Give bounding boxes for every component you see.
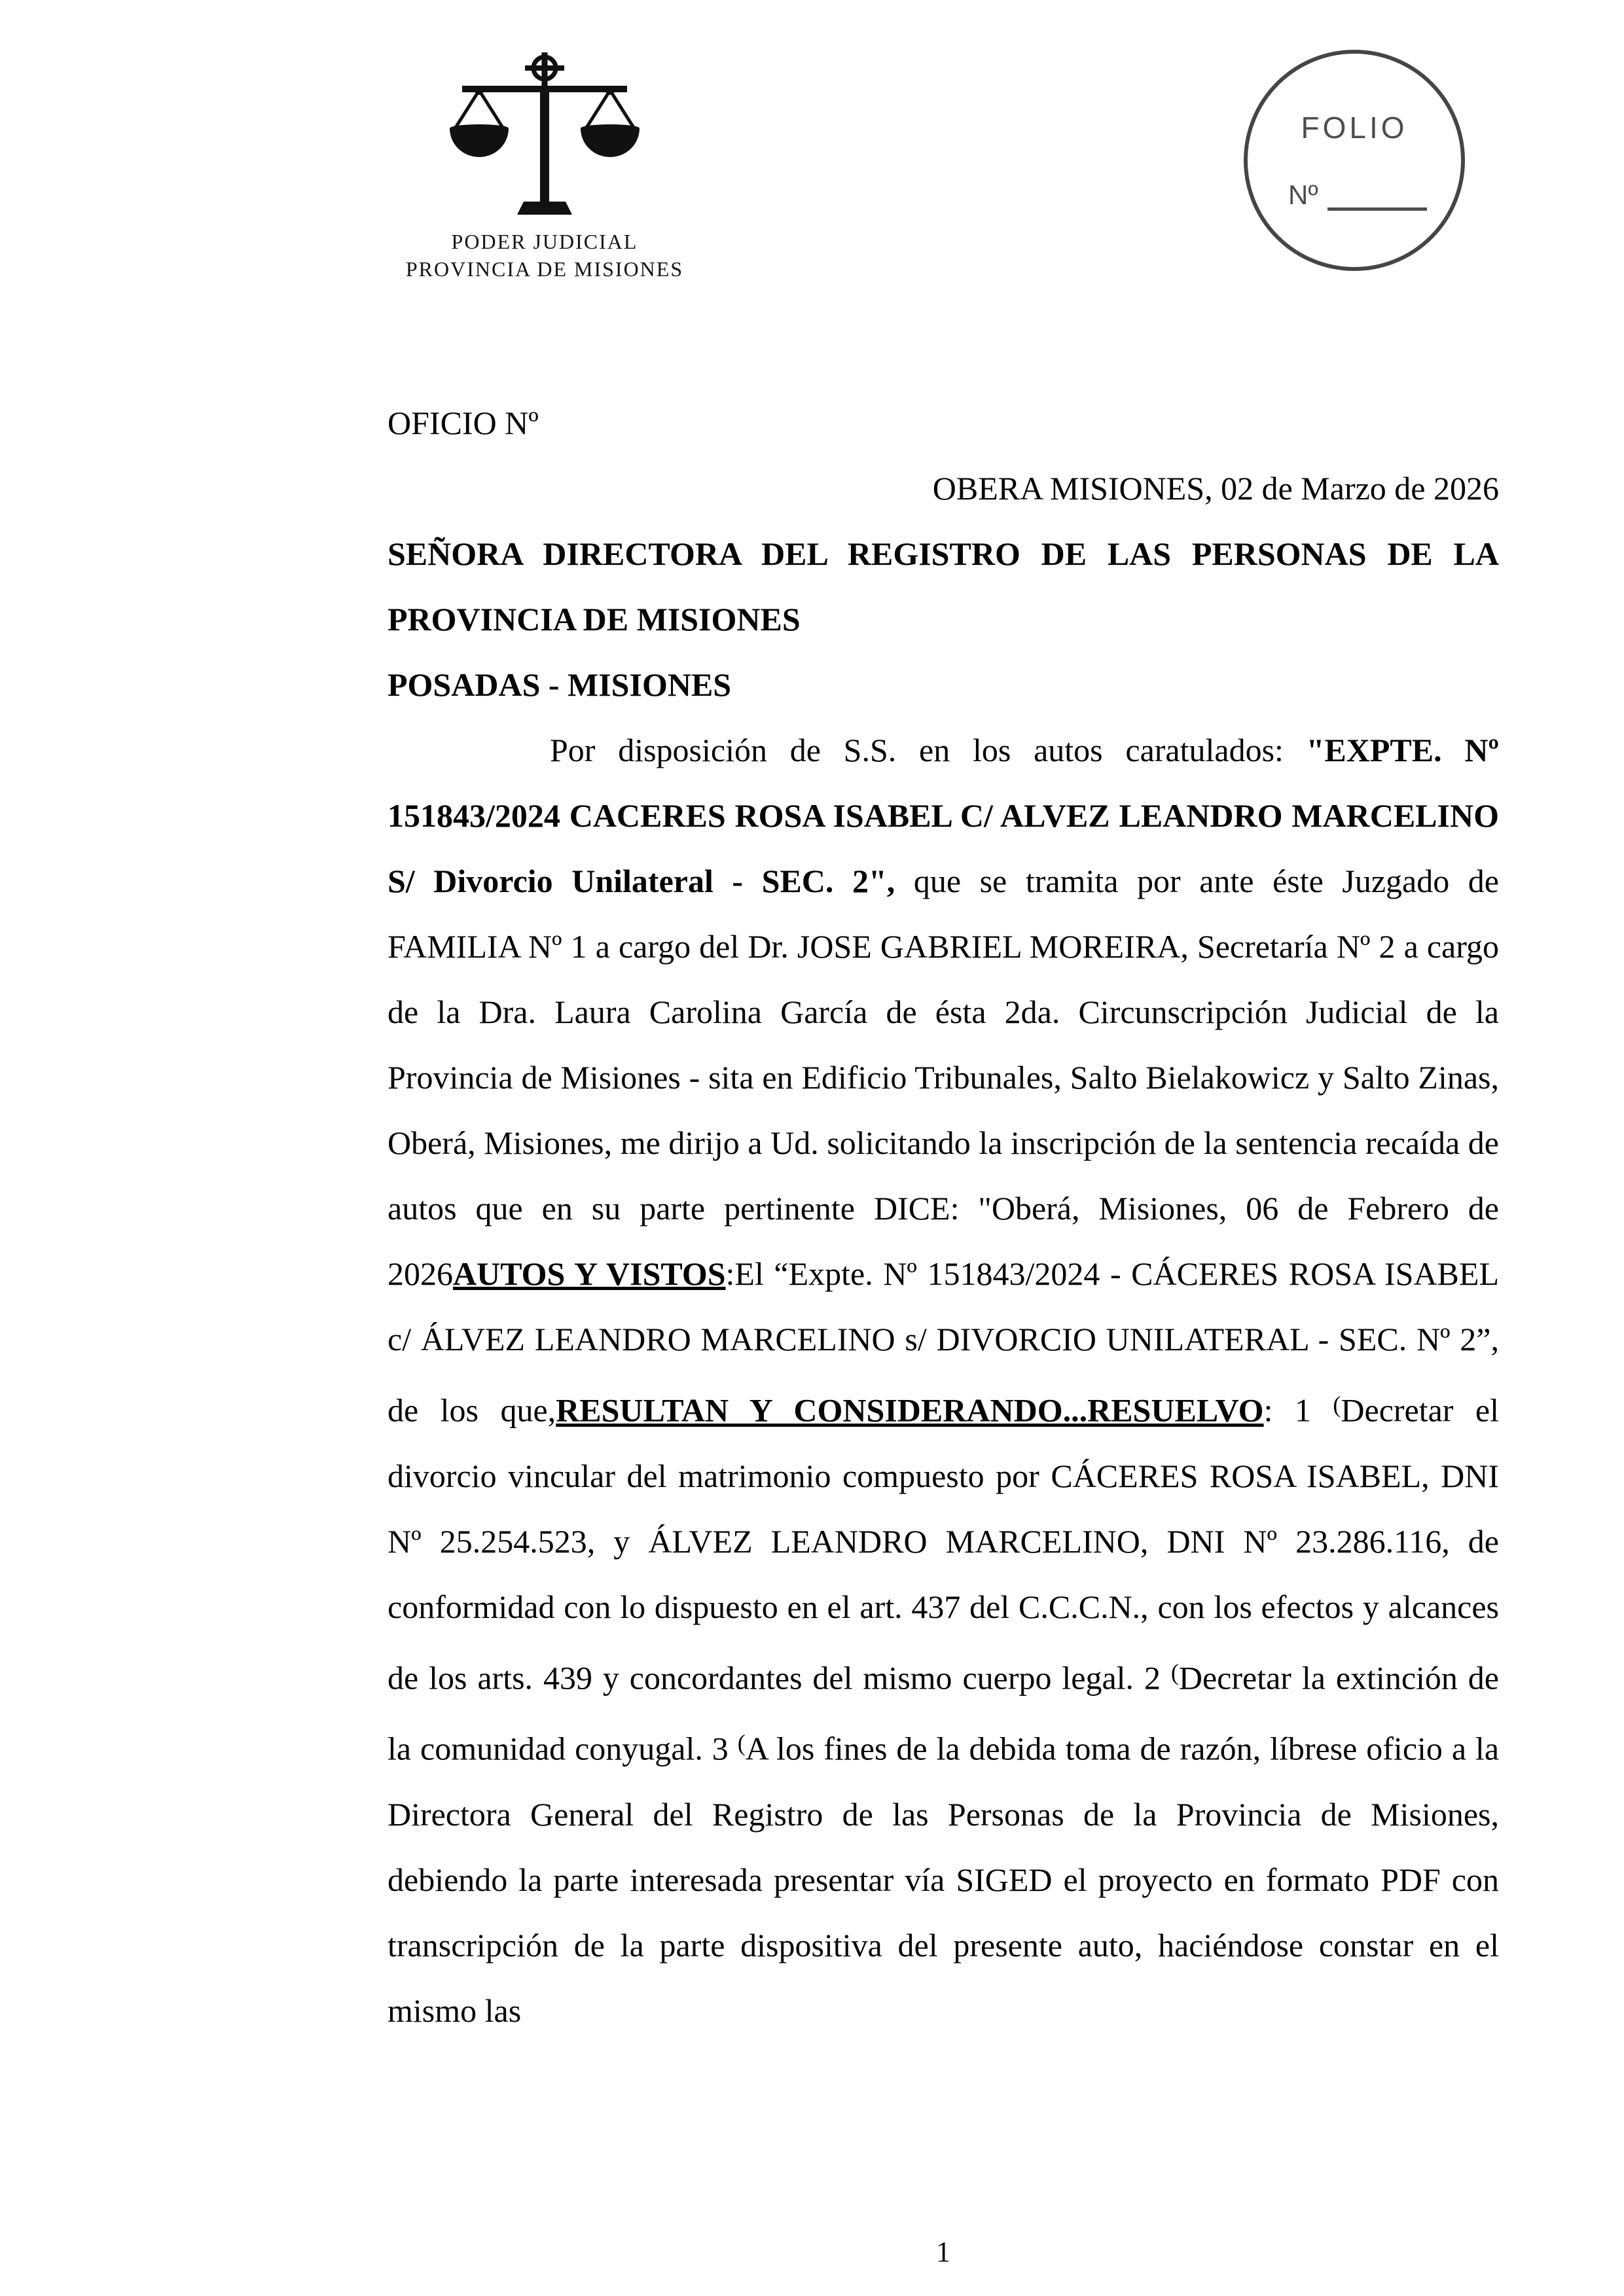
scales-of-justice-icon [440,51,649,228]
folio-label: FOLIO [1301,111,1408,145]
folio-number-line [1288,179,1461,211]
paren-superscript: ( [1170,1659,1179,1685]
text-segment-expte-bold: "EXPTE. Nº 151843/2024 CACERES ROSA ISABEL C/ ALVEZ LEANDRO MARCELINO S/ Divorcio Unilateral - SEC. 2", [388,732,1499,899]
paren-superscript: ( [737,1730,746,1757]
text-segment: :El “Expte. Nº 151843/2024 - CÁCERES ROSA ISABEL c/ ÁLVEZ LEANDRO MARCELINO s/ DIVORCIO UNILATERAL - SEC. Nº 2”, de los que, [388,1255,1499,1429]
text-segment: : 1 [1263,1391,1333,1429]
text-segment: Por disposición de S.S. en los autos caratulados: [550,732,1307,768]
folio-number-prefix: Nº [1288,179,1318,210]
text-segment: que se tramita por ante éste Juzgado de FAMILIA Nº 1 a cargo del Dr. JOSE GABRIEL MOREIRA, Secretaría Nº 2 a cargo de la Dra. Laura Carolina García de ésta 2da. Circunscripción Judicial de la Provincia de Misiones - sita en Edificio Tribunales, Salto Bielakowicz y Salto Zinas, Oberá, Misiones, me dirijo a Ud. solicitando la inscripción de la sentencia recaída de autos que en su parte pertinente DICE: "Oberá, Misiones, 06 de Febrero de 2026 [388,863,1499,1292]
body-paragraph [388,717,1499,2043]
addressee-city-line: POSADAS - MISIONES [388,666,732,703]
oficio-number-line: OFICIO Nº [388,404,539,441]
logo-text-line1: PODER JUDICIAL [451,230,638,253]
page-number: 1 [936,2236,950,2268]
text-segment: A los fines de la debida toma de razón, líbrese oficio a la Directora General del Registro de las Personas de la Provincia de Misiones, debiendo la parte interesada presentar vía SIGED el proyecto en formato PDF con transcripción de la parte dispositiva del presente auto, haciéndose constar en el mismo las [388,1731,1500,2030]
text-segment: Decretar el divorcio vincular del matrimonio compuesto por CÁCERES ROSA ISABEL, DNI Nº 25.254.523, y ÁLVEZ LEANDRO MARCELINO, DNI Nº 23.286.116, de conformidad con lo dispuesto en el art. 437 del C.C.C.N., con los efectos y alcances de los arts. 439 y concordantes del mismo cuerpo legal. 2 [388,1391,1499,1696]
folio-stamp [1244,50,1465,271]
text-segment-resultan-resuelvo: RESULTAN Y CONSIDERANDO...RESUELVO [556,1391,1264,1429]
document-content [388,390,1499,2043]
logo-text-line2: PROVINCIA DE MISIONES [405,257,684,281]
text-segment-autos-y-vistos: AUTOS Y VISTOS [453,1255,726,1292]
folio-blank-line [1327,182,1427,211]
court-logo [401,51,689,283]
date-line: OBERA MISIONES, 02 de Marzo de 2026 [932,470,1499,507]
addressee-line: SEÑORA DIRECTORA DEL REGISTRO DE LAS PERSONAS DE LA PROVINCIA DE MISIONES [388,535,1499,637]
paren-superscript: ( [1333,1391,1341,1418]
text-segment: Decretar la extinción de la comunidad conyugal. 3 [388,1659,1499,1768]
